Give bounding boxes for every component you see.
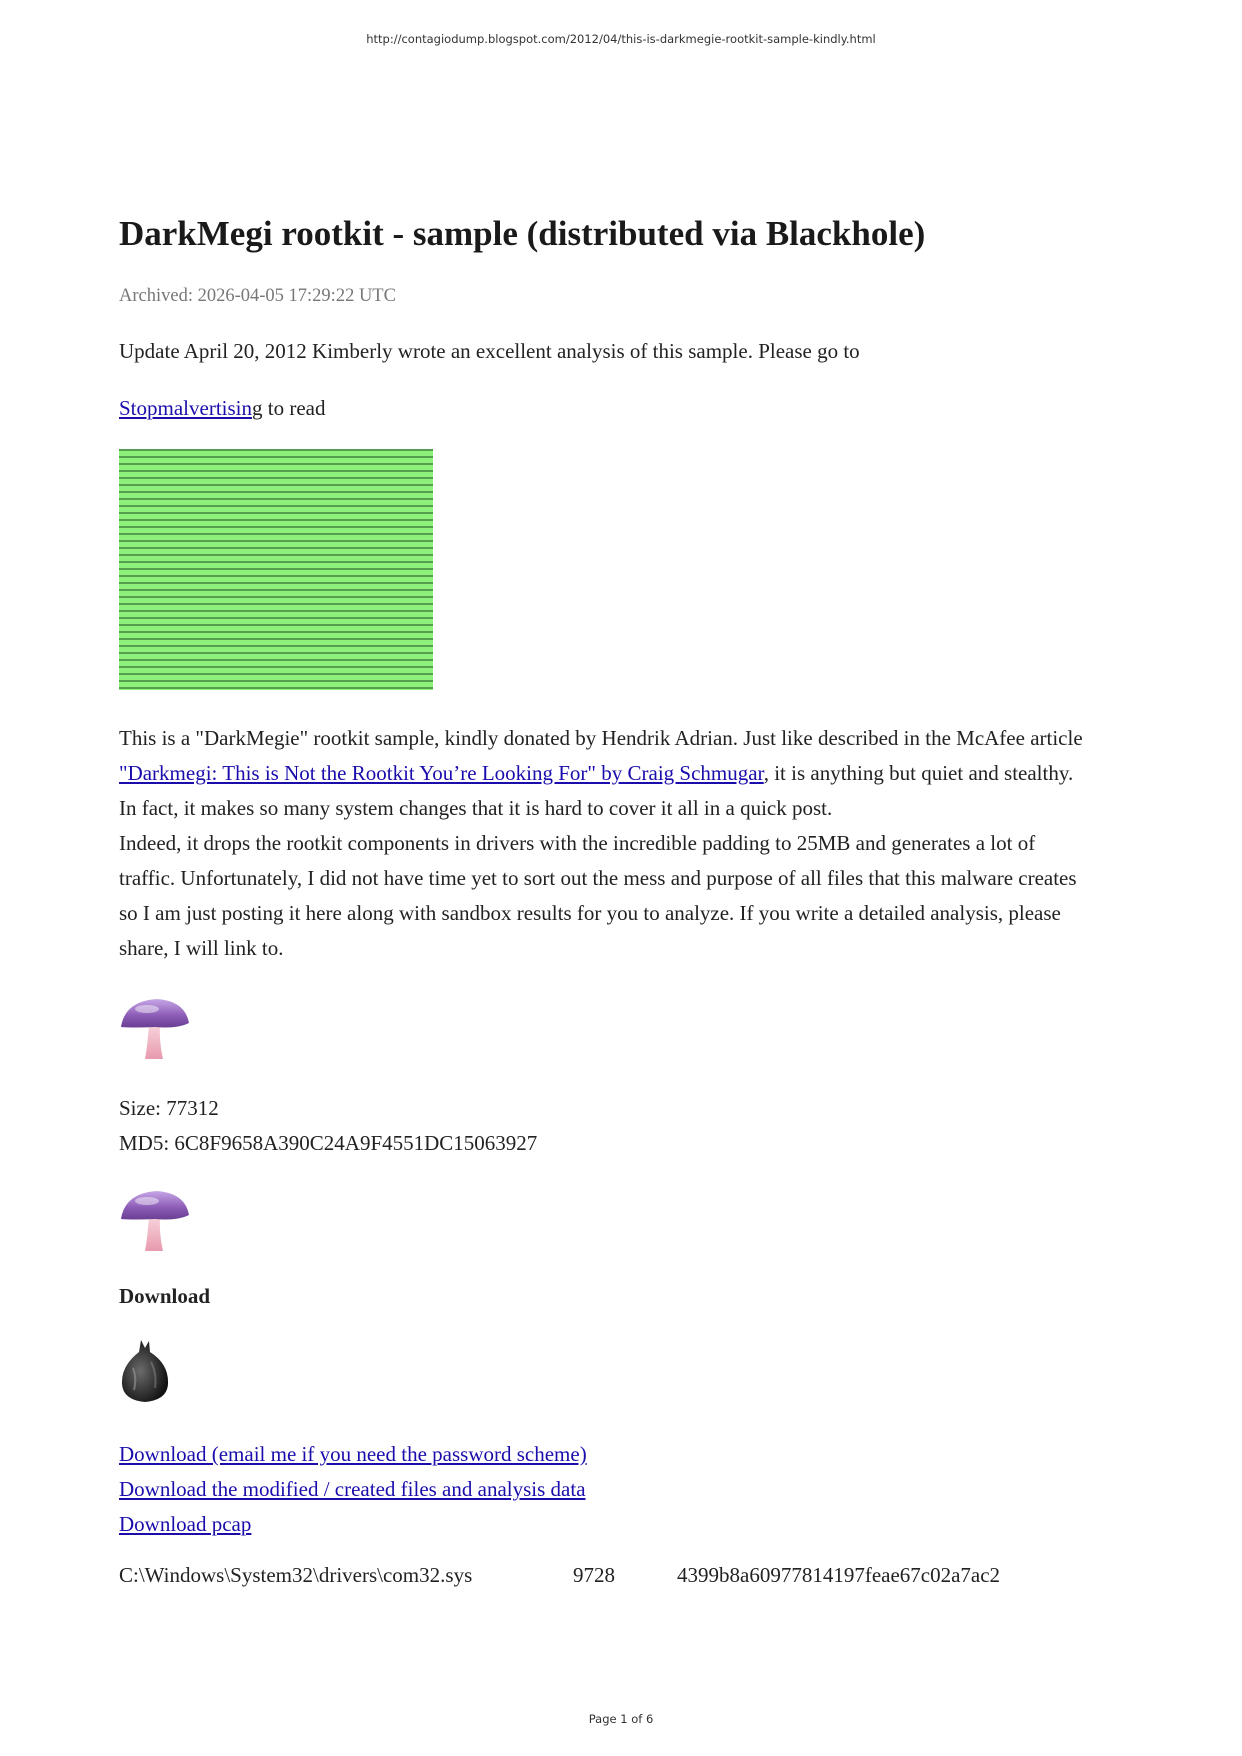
md5-hash: MD5: 6C8F9658A390C24A9F4551DC15063927 (119, 1131, 538, 1155)
body-line (119, 756, 1129, 791)
page-title: DarkMegi rootkit - sample (distributed via Blackhole) (119, 214, 926, 253)
download-pcap-link[interactable]: Download pcap (119, 1512, 252, 1536)
file-size: Size: 77312 (119, 1096, 219, 1120)
page-number-footer: Page 1 of 6 (588, 1712, 654, 1726)
archived-timestamp: Archived: 2026-04-05 17:29:22 UTC (119, 286, 396, 306)
download-links (119, 1437, 587, 1542)
download-heading: Download (119, 1284, 211, 1308)
download-sample-link[interactable]: Download (email me if you need the password scheme) (119, 1442, 587, 1466)
article-body (119, 721, 1129, 966)
file-entry-size: 9728 (573, 1563, 615, 1587)
body-line-rest: , it is anything but quiet and stealthy. (763, 761, 1074, 785)
read-line (119, 391, 325, 426)
stopmalvertising-link[interactable]: Stopmalvertisin (119, 396, 252, 420)
download-analysis-data-link[interactable]: Download the modified / created files and analysis data (119, 1477, 586, 1501)
body-line: so I am just posting it here along with sandbox results for you to analyze. If you write a detailed analysis, please (119, 901, 1061, 925)
mushroom-icon (119, 997, 191, 1061)
page-url-header: http://contagiodump.blogspot.com/2012/04/this-is-darkmegie-rootkit-sample-kindly.html (366, 32, 876, 46)
read-line-rest: g to read (252, 396, 326, 420)
body-line: This is a "DarkMegie" rootkit sample, kindly donated by Hendrik Adrian. Just like described in the McAfee article (119, 726, 1083, 750)
body-line: In fact, it makes so many system changes that it is hard to cover it all in a quick post. (119, 796, 833, 820)
mcafee-article-link[interactable]: "Darkmegi: This is Not the Rootkit You’re Looking For" by Craig Schmugar (119, 761, 764, 785)
update-note: Update April 20, 2012 Kimberly wrote an excellent analysis of this sample. Please go to (119, 339, 860, 363)
body-line: share, I will link to. (119, 936, 284, 960)
body-line: Indeed, it drops the rootkit components in drivers with the incredible padding to 25MB and generates a lot of (119, 831, 1036, 855)
traffic-log-screenshot-image[interactable] (119, 449, 433, 690)
mushroom-icon (119, 1189, 191, 1253)
file-entry-hash: 4399b8a60977814197feae67c02a7ac2 (677, 1563, 1001, 1587)
garbage-bag-icon (119, 1338, 171, 1404)
body-line: traffic. Unfortunately, I did not have time yet to sort out the mess and purpose of all files that this malware creates (119, 866, 1077, 890)
file-path: C:\Windows\System32\drivers\com32.sys (119, 1563, 473, 1587)
